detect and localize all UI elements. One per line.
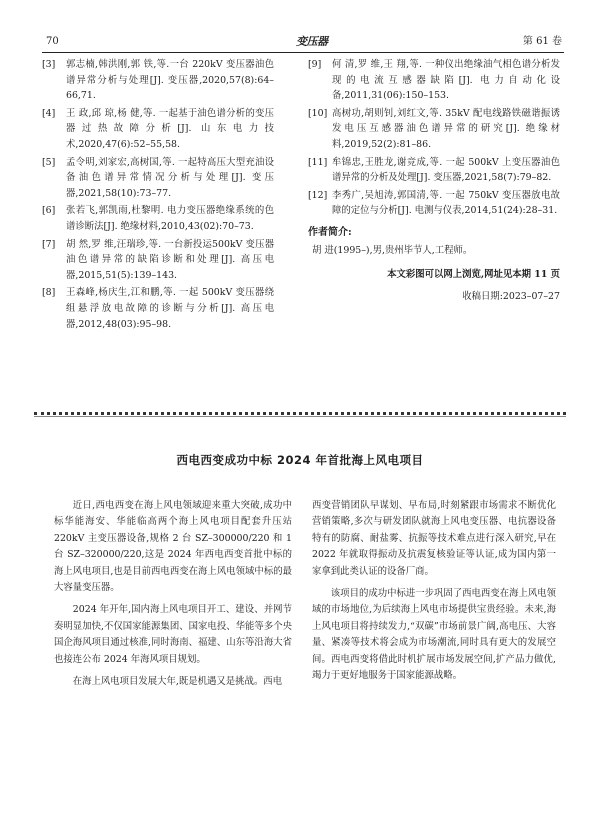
reference-text: 王 政,邱 琼,杨 健,等. 一起基于油色谱分析的变压器过热故障分析[J]. 山东电力技术,2020,47(6):52–55,58. — [66, 107, 274, 150]
section-divider — [34, 412, 566, 415]
article-paragraph: 该项目的成功中标进一步巩固了西电西变在海上风电领域的市场地位,为后续海上风电市场提供宝贵经验。未来,海上风电项目将持续发力,“双碳”市场前景广阔,高电压、大容量、紧凑等技术将会成为市场潮流,同时具有更大的发展空间。西电西变将借此时机扩展市场发展空间,扩产品力做优,竭力于更好地服务于国家能源战略。 — [312, 588, 556, 682]
page-number: 70 — [46, 36, 59, 47]
article-body-left — [54, 498, 292, 696]
section-divider-line — [34, 416, 566, 417]
reference-number: [6] — [42, 205, 56, 217]
reference-number: [8] — [42, 287, 56, 299]
received-date: 收稿日期:2023–07–27 — [462, 290, 560, 302]
reference-number: [10] — [308, 107, 328, 119]
page-header — [40, 33, 562, 51]
color-figure-notice: 本文彩图可以网上浏览,网址见本期 11 页 — [387, 268, 560, 280]
reference-item — [42, 106, 274, 153]
reference-number: [5] — [42, 156, 56, 168]
article-paragraph: 在海上风电项目发展大年,既是机遇又是挑战。西电 — [72, 676, 283, 688]
article-paragraph: 2024 年开年,国内海上风电项目开工、建设、并网节奏明显加快,不仅国家能源集团、国家电投、华能等多个央国企海风项目通过核准,同时海南、福建、山东等沿海大省也接连公布 2024 年海风项目规划。 — [54, 604, 292, 665]
reference-item — [308, 188, 560, 219]
article-paragraph: 西变营销团队早谋划、早布局,时刻紧跟市场需求不断优化营销策略,多次与研发团队就海上风电变压器、电抗器设备特有的防腐、耐盐雾、抗振等技术难点进行深入研究,早在 2022 年就取得振动及抗震复核验证等认证,成为国内第一家拿到此类认证的设备厂商。 — [312, 500, 556, 577]
reference-item — [42, 285, 274, 332]
reference-text: 李秀广,吴旭涛,郭国清,等. 一起 750kV 变压器放电故障的定位与分析[J]. 电测与仪表,2014,51(24):28–31. — [332, 189, 560, 217]
reference-item — [42, 57, 274, 104]
reference-text: 王森峰,杨庆生,江和鹏,等. 一起 500kV 变压器绕组悬浮放电故障的诊断与分析[J]. 高压电器,2012,48(03):95–98. — [66, 287, 274, 330]
author-intro-text: 胡 进(1995–),男,贵州毕节人,工程师。 — [312, 244, 473, 256]
reference-item — [308, 155, 560, 186]
reference-text: 胡 然,罗 维,汪瑞珍,等. 一台新投运500kV 变压器油色谱异常的缺陷诊断和处理[J]. 高压电器,2015,51(5):139–143. — [66, 238, 274, 281]
article-paragraph: 近日,西电西变在海上风电领域迎来重大突破,成功中标华能海安、华能临高两个海上风电项目配套升压站 220kV 主变压器设备,规格 2 台 SZ–300000/220 和 1 台 SZ–320000/220,这是 2024 年西电西变首批中标的海上风电项目,也是目前西电西变在海上风电领域中标的最大容量变压器。 — [54, 500, 292, 594]
article-title: 西电西变成功中标 2024 年首批海上风电项目 — [176, 453, 424, 467]
reference-number: [9] — [308, 59, 322, 70]
reference-text: 牟锦忠,王胜龙,谢竞成,等. 一起 500kV 上变压器油色谱异常的分析及处理[J]. 变压器,2021,58(7):79–82. — [332, 156, 560, 184]
references-right-column — [308, 57, 560, 305]
reference-item — [42, 237, 274, 284]
reference-item — [42, 155, 274, 202]
reference-item — [308, 57, 560, 104]
reference-text: 高树功,胡则钊,刘红文,等. 35kV 配电线路铁磁谐振诱发电压互感器油色谱异常的研究[J]. 绝缘材料,2019,52(2):81–86. — [332, 107, 560, 150]
reference-number: [11] — [308, 156, 328, 168]
header-rule — [42, 52, 564, 53]
reference-number: [12] — [308, 189, 328, 201]
references-left-column — [42, 57, 274, 334]
volume-label: 第 61 卷 — [522, 36, 562, 47]
journal-name: 变压器 — [296, 35, 328, 48]
reference-item — [42, 203, 274, 234]
reference-item — [308, 106, 560, 153]
reference-text: 孟令明,刘家宏,高树国,等. 一起特高压大型充油设备油色谱异常情况分析与处理[J]. 变压器,2021,58(10):73–77. — [66, 156, 274, 199]
reference-number: [4] — [42, 107, 56, 119]
author-intro-heading: 作者简介: — [308, 226, 352, 238]
reference-text: 郭志楠,韩洪刚,郭 铁,等.一台 220kV 变压器油色谱异常分析与处理[J]. 变压器,2020,57(8):64–66,71. — [66, 59, 274, 102]
reference-text: 何 清,罗 维,王 翔,等. 一种仪出绝缘油气相色谱分析发现的电流互感器缺陷[J]. 电力自动化设备,2011,31(06):150–153. — [332, 59, 560, 102]
article-body-right — [312, 498, 556, 690]
reference-number: [3] — [42, 59, 56, 70]
reference-text: 张若飞,郭凯雨,杜黎明. 电力变压器绝缘系统的色谱诊断法[J]. 绝缘材料,2010,43(02):70–73. — [66, 205, 274, 232]
reference-number: [7] — [42, 238, 56, 250]
